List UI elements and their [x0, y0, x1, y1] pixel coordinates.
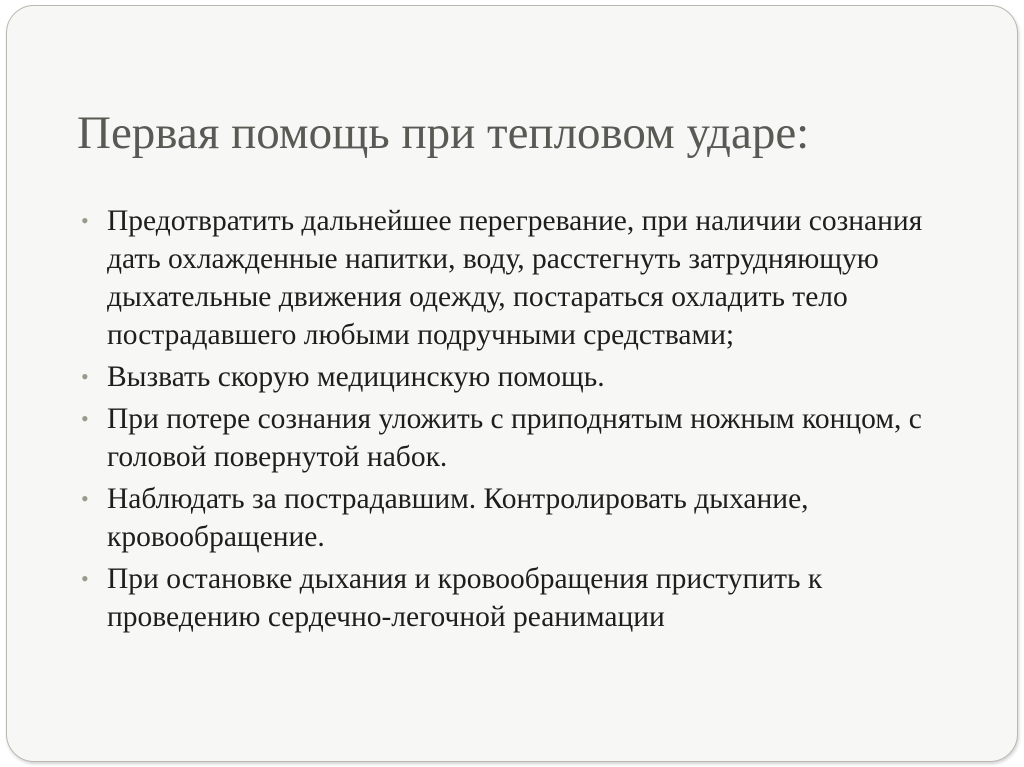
bullet-dot-icon: •: [81, 566, 89, 591]
bullet-text: При остановке дыхания и кровообращения приступить к проведению сердечно-легочной реанимации: [107, 563, 823, 633]
bullet-text: Вызвать скорую медицинскую помощь.: [107, 361, 605, 393]
bullet-text: Наблюдать за пострадавшим. Контролировать дыхание, кровообращение.: [107, 483, 809, 553]
bullet-dot-icon: •: [81, 486, 89, 511]
bullet-item: [81, 400, 981, 476]
bullet-item: [81, 358, 981, 396]
bullet-text: Предотвратить дальнейшее перегревание, при наличии сознания дать охлажденные напитки, воду, расстегнуть затрудняющую дыхательные движения одежду, постараться охладить тело пострадавшего любыми подручными средствами;: [107, 205, 923, 351]
bullet-list: [81, 202, 981, 640]
bullet-dot-icon: •: [81, 406, 89, 431]
bullet-dot-icon: •: [81, 364, 89, 389]
bullet-item: [81, 480, 981, 556]
bullet-text: При потере сознания уложить с приподнятым ножным концом, с головой повернутой набок.: [107, 403, 922, 473]
slide-title: Первая помощь при тепловом ударе:: [77, 107, 810, 159]
bullet-dot-icon: •: [81, 208, 89, 233]
slide-card: [6, 5, 1018, 762]
bullet-item: [81, 560, 981, 636]
bullet-item: [81, 202, 981, 354]
